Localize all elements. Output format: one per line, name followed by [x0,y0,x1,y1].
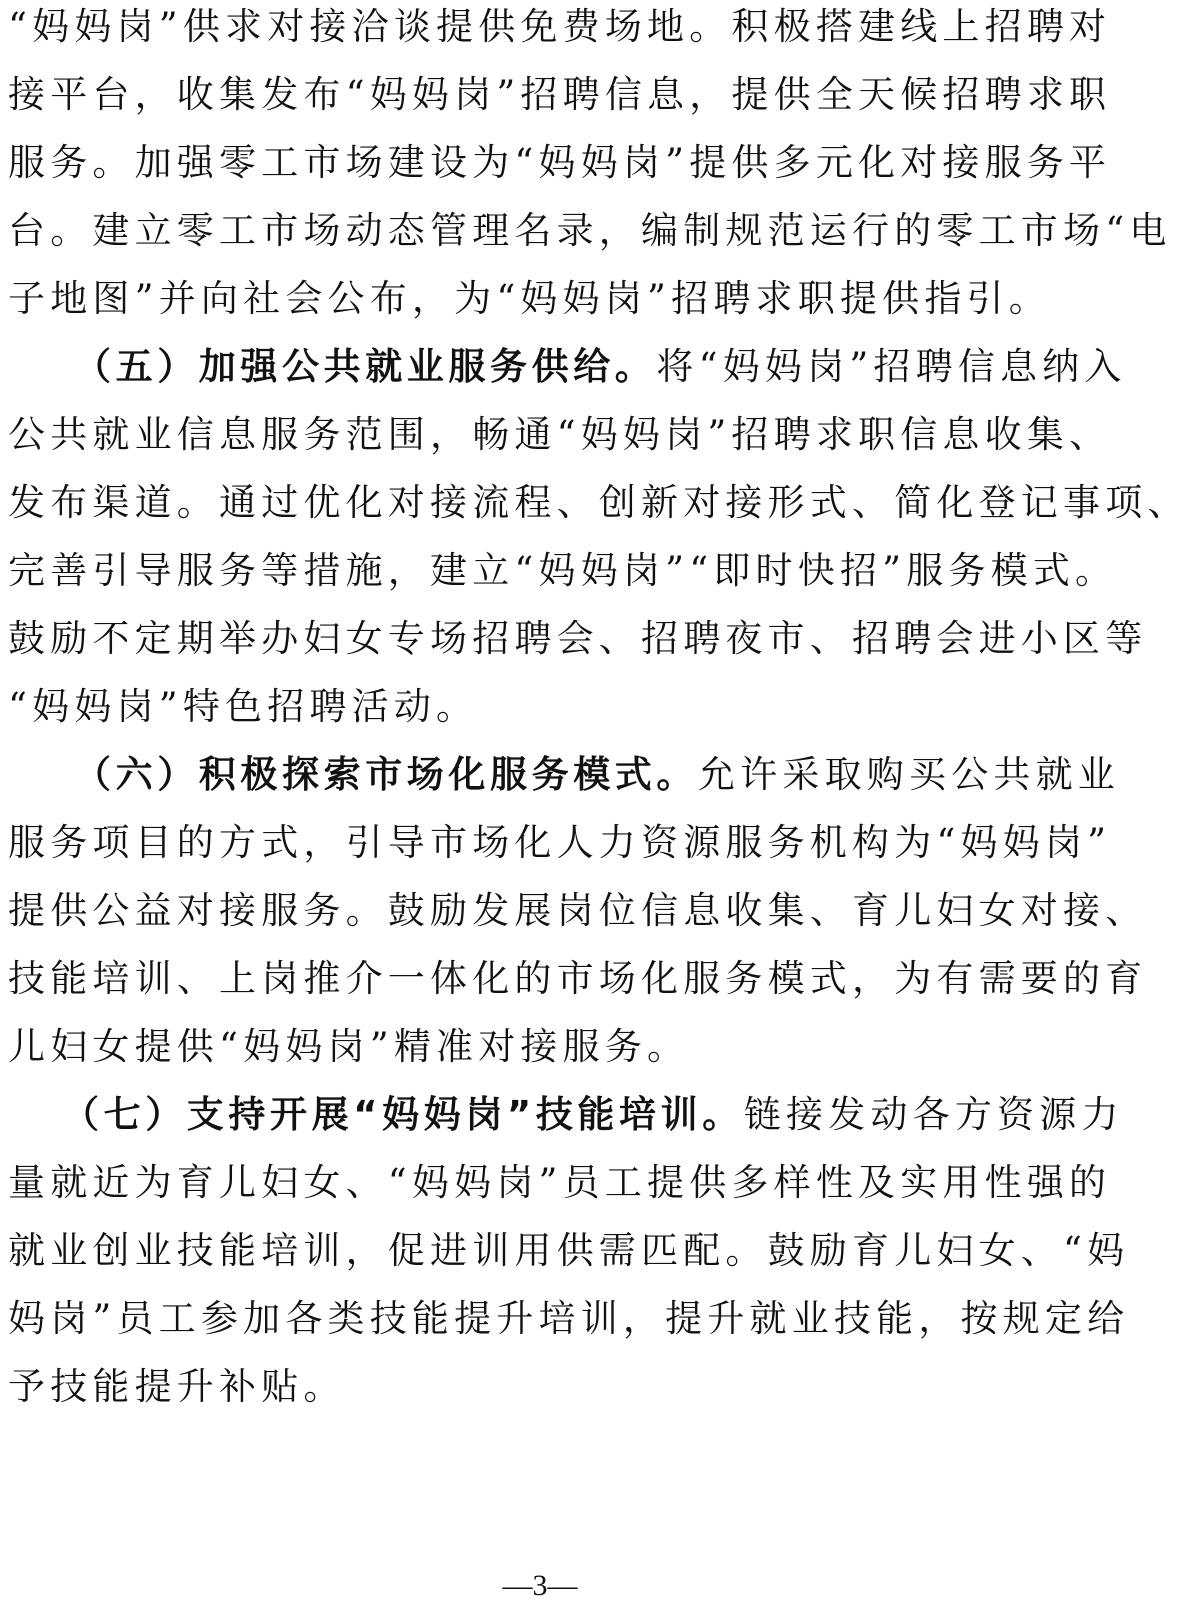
body-line: 予技能提升补贴。 [8,1365,346,1408]
section-6-heading: （六）积极探索市场化服务模式。 [74,753,698,796]
body-line: “妈妈岗”特色招聘活动。 [8,685,479,728]
body-line: 鼓励不定期举办妇女专场招聘会、招聘夜市、招聘会进小区等 [8,617,1148,660]
body-line: 量就近为育儿妇女、“妈妈岗”员工提供多样性及实用性强的 [8,1161,1112,1204]
body-line: 就业创业技能培训，促进训用供需匹配。鼓励育儿妇女、“妈 [8,1229,1130,1272]
body-line: 服务项目的方式，引导市场化人力资源服务机构为“妈妈岗” [8,821,1112,864]
section-7-lead: 链接发动各方资源力 [743,1093,1124,1136]
body-line: 服务。加强零工市场建设为“妈妈岗”提供多元化对接服务平 [8,141,1112,184]
page-number: —3— [502,1569,578,1602]
body-line: 公共就业信息服务范围，畅通“妈妈岗”招聘求职信息收集、 [8,413,1112,456]
section-7-heading: （七）支持开展“妈妈岗”技能培训。 [62,1093,744,1136]
section-5-first-line [8,340,1127,408]
body-line: 接平台，收集发布“妈妈岗”招聘信息，提供全天候招聘求职 [8,73,1112,116]
body-line: 儿妇女提供“妈妈岗”精准对接服务。 [8,1025,690,1068]
document-body [8,0,1190,1428]
body-line: 提供公益对接服务。鼓励发展岗位信息收集、育儿妇女对接、 [8,889,1148,932]
section-5-lead: 将“妈妈岗”招聘信息纳入 [656,345,1127,388]
body-line: 技能培训、上岗推介一体化的市场化服务模式，为有需要的育 [8,957,1148,1000]
body-line: 完善引导服务等措施，建立“妈妈岗”“即时快招”服务模式。 [8,549,1118,592]
section-6-first-line [8,748,1120,816]
body-line: 发布渠道。通过优化对接流程、创新对接形式、简化登记事项、 [8,481,1190,524]
body-line: “妈妈岗”供求对接洽谈提供免费场地。积极搭建线上招聘对 [8,5,1112,48]
section-5-heading: （五）加强公共就业服务供给。 [74,345,657,388]
body-line: 妈岗”员工参加各类技能提升培训，提升就业技能，按规定给 [8,1297,1130,1340]
body-line: 子地图”并向社会公布，为“妈妈岗”招聘求职提供指引。 [8,277,1051,320]
body-line: 台。建立零工市场动态管理名录，编制规范运行的零工市场“电 [8,209,1172,252]
section-6-lead: 允许采取购买公共就业 [698,753,1120,796]
section-7-first-line [8,1088,1124,1156]
